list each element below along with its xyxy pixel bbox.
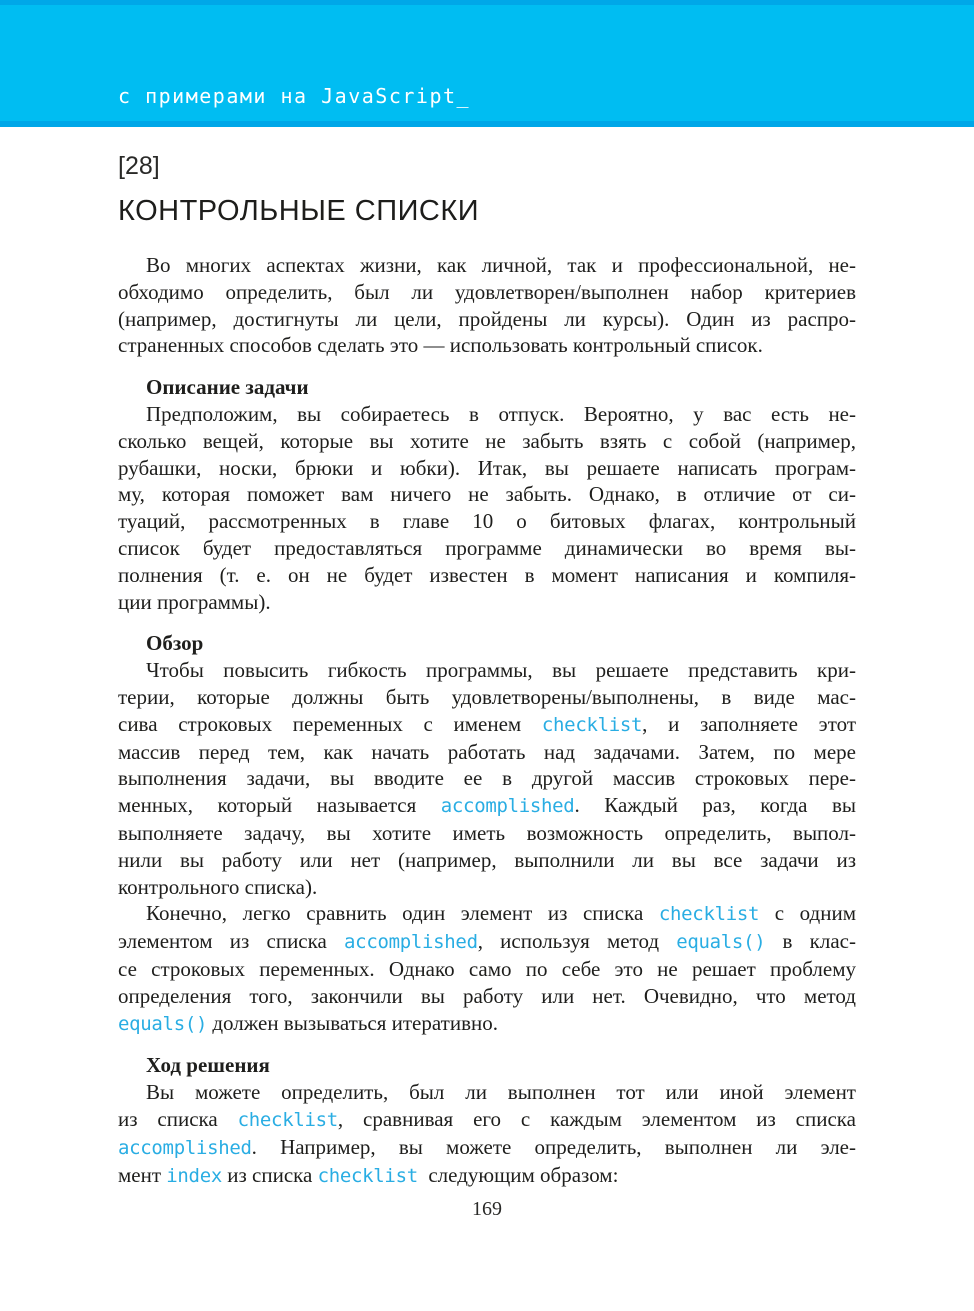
inline-code: index <box>166 1164 222 1187</box>
text-line <box>118 428 856 455</box>
text-line <box>118 765 856 792</box>
paragraph <box>118 252 856 359</box>
text-run: ции программы). <box>118 589 271 614</box>
text-line <box>118 711 856 739</box>
text-run: Во многих аспектах жизни, как личной, так и профессиональной, не- <box>146 253 856 277</box>
inline-code: checklist <box>541 713 643 736</box>
text-line <box>118 332 856 359</box>
text-run: выполняете задачу, вы хотите иметь возможность определить, выпол- <box>118 820 856 845</box>
inline-code: accomplished <box>440 795 575 818</box>
text-line <box>118 820 856 847</box>
text-line <box>118 252 856 279</box>
text-line <box>118 739 856 766</box>
text-run: с одним <box>759 901 856 926</box>
text-section <box>118 630 856 1037</box>
text-run: полнения (т. е. он не будет известен в момент написания и компиля- <box>118 562 856 587</box>
text-run: менных, который называется <box>118 793 441 818</box>
text-section <box>118 252 856 359</box>
page-number: 169 <box>472 1198 502 1221</box>
text-run: . Например, вы можете определить, выполнен ли эле- <box>251 1134 856 1159</box>
text-line <box>118 279 856 306</box>
text-run: следующим образом: <box>417 1162 619 1187</box>
text-run: обходимо определить, был ли удовлетворен/выполнен набор критериев <box>118 279 856 304</box>
text-line <box>118 792 856 820</box>
text-line <box>118 956 856 983</box>
text-run: , и заполняете этот <box>642 711 856 736</box>
text-run: должен вызываться итеративно. <box>207 1010 498 1035</box>
body-text <box>118 252 856 1189</box>
text-run: сколько вещей, которые вы хотите не забыть взять с собой (например, <box>118 428 856 453</box>
inline-code: checklist <box>658 903 760 926</box>
text-line <box>118 847 856 874</box>
text-line <box>118 481 856 508</box>
text-section <box>118 374 856 615</box>
text-run: Конечно, легко сравнить один элемент из списка <box>146 901 659 926</box>
chapter-title: КОНТРОЛЬНЫЕ СПИСКИ <box>118 195 480 227</box>
text-run: Вы можете определить, был ли выполнен тот или иной элемент <box>146 1080 856 1105</box>
text-run: сива строковых переменных с именем <box>118 711 542 736</box>
paragraph <box>118 900 856 1037</box>
text-run: определения того, закончили вы работу или нет. Очевидно, что метод <box>118 983 856 1008</box>
text-line <box>118 1162 856 1190</box>
paragraph <box>118 657 856 900</box>
paragraph <box>118 401 856 615</box>
text-run: список будет предоставляться программе динамически во время вы- <box>118 535 856 560</box>
text-run: нили вы работу или нет (например, выполнили ли вы все задачи из <box>118 847 856 872</box>
inline-code: equals() <box>676 931 766 954</box>
inline-code: accomplished <box>344 931 478 954</box>
text-run: му, которая поможет вам ничего не забыть. Однако, в отличие от си- <box>118 482 856 507</box>
text-run: Чтобы повысить гибкость программы, вы решаете представить кри- <box>146 658 856 683</box>
text-run: (например, достигнуты ли цели, пройдены ли курсы). Один из распро- <box>118 306 856 331</box>
text-run: контрольного списка). <box>118 874 318 899</box>
chapter-number: [28] <box>118 152 160 180</box>
text-run: массив перед тем, как начать работать над задачами. Затем, по мере <box>118 739 856 764</box>
text-run: Предположим, вы собираетесь в отпуск. Вероятно, у вас есть не- <box>146 401 856 426</box>
text-run: се строковых переменных. Однако само по себе это не решает проблему <box>118 956 856 981</box>
text-run: рубашки, носки, брюки и юбки). Итак, вы решаете написать програм- <box>118 455 856 480</box>
text-run: из списка <box>221 1162 318 1187</box>
text-line <box>118 684 856 711</box>
series-title: с примерами на JavaScript_ <box>118 84 471 108</box>
paragraph <box>118 1079 856 1189</box>
text-line <box>118 1106 856 1134</box>
text-line <box>118 900 856 928</box>
section-heading: Обзор <box>146 631 204 656</box>
text-line <box>118 508 856 535</box>
text-run: из списка <box>118 1106 238 1131</box>
page-content <box>118 154 856 1221</box>
text-line <box>118 589 856 616</box>
inline-code: accomplished <box>118 1136 252 1159</box>
text-line <box>118 306 856 333</box>
text-line <box>118 1010 856 1038</box>
header-band <box>0 0 974 127</box>
text-line <box>118 983 856 1010</box>
inline-code: checklist <box>317 1164 418 1187</box>
text-line <box>118 562 856 589</box>
text-run: мент <box>118 1162 167 1187</box>
inline-code: equals() <box>118 1012 208 1035</box>
text-run: , используя метод <box>477 929 677 954</box>
inline-code: checklist <box>237 1108 338 1131</box>
text-run: выполнения задачи, вы вводите ее в другой массив строковых пере- <box>118 766 856 791</box>
text-line <box>118 1079 856 1106</box>
text-run: , сравнивая его с каждым элементом из списка <box>337 1106 856 1131</box>
text-run: туаций, рассмотренных в главе 10 о битовых флагах, контрольный <box>118 509 856 534</box>
text-section <box>118 1052 856 1189</box>
text-line <box>118 928 856 956</box>
text-line <box>118 535 856 562</box>
text-run: в клас- <box>765 929 856 954</box>
section-heading: Ход решения <box>146 1053 270 1078</box>
text-line <box>118 874 856 901</box>
text-run: . Каждый раз, когда вы <box>574 793 856 818</box>
text-run: страненных способов сделать это — использовать контрольный список. <box>118 333 763 358</box>
section-heading: Описание задачи <box>146 375 309 400</box>
text-run: элементом из списка <box>118 929 345 954</box>
text-line <box>118 401 856 428</box>
text-line <box>118 1134 856 1162</box>
text-run: терии, которые должны быть удовлетворены/выполнены, в виде мас- <box>118 684 856 709</box>
text-line <box>118 657 856 684</box>
text-line <box>118 455 856 482</box>
